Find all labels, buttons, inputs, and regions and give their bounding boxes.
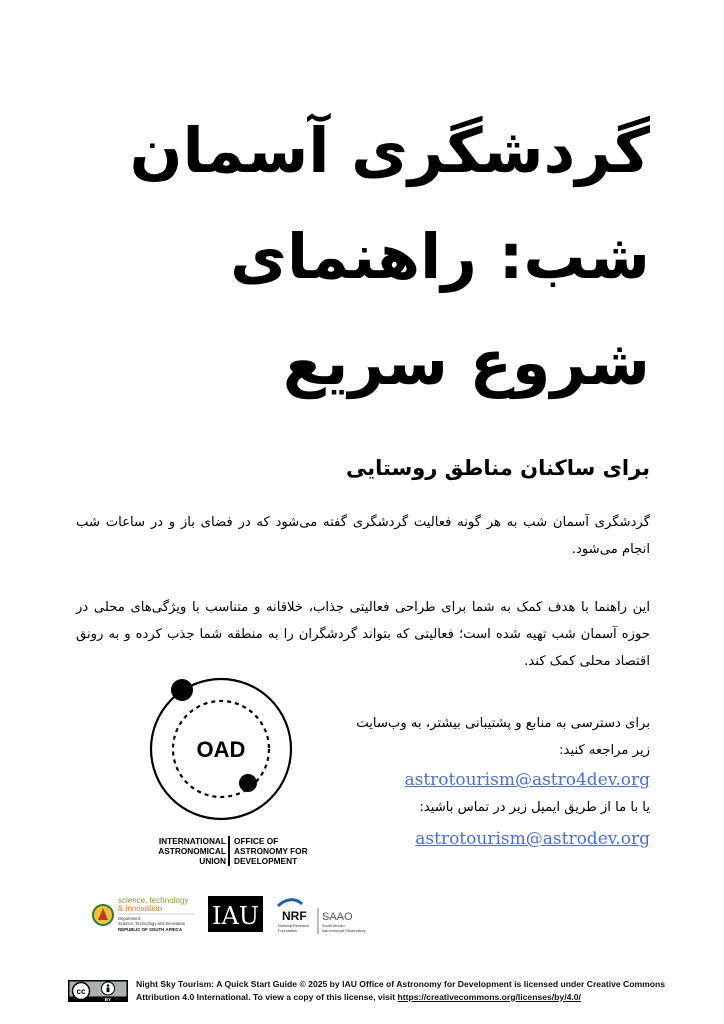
oad-logo-caption — [136, 836, 336, 876]
svg-text:Science, Technology and Innova: Science, Technology and Innovation — [118, 921, 185, 926]
oad-logo-icon — [146, 674, 296, 824]
cc-by-badge[interactable] — [68, 980, 128, 1002]
svg-text:& innovation: & innovation — [118, 904, 163, 913]
planet-icon — [171, 679, 193, 701]
contact-intro: برای دسترسی به منابع و پشتیبانی بیشتر، به وب‌سایت زیر مراجعه کنید: — [356, 716, 650, 758]
iau-name: INTERNATIONAL ASTRONOMICAL UNION — [158, 836, 226, 866]
title-line-3: شروع سریع — [282, 326, 650, 399]
svg-text:BY: BY — [104, 997, 112, 1002]
caption-divider — [228, 836, 230, 866]
svg-text:South African: South African — [322, 924, 345, 928]
svg-text:Foundation: Foundation — [278, 929, 297, 933]
license-link[interactable]: https://creativecommons.org/licenses/by/4.0/ — [397, 991, 581, 1002]
svg-text:IAU: IAU — [211, 902, 260, 930]
oad-mark: OAD — [196, 737, 246, 762]
contact-section — [350, 710, 650, 853]
license-footer — [68, 978, 668, 1008]
svg-text:REPUBLIC OF SOUTH AFRICA: REPUBLIC OF SOUTH AFRICA — [118, 927, 182, 932]
website-link[interactable]: astrotourism@astro4dev.org — [404, 770, 650, 790]
partner-logos — [0, 894, 724, 938]
page-title — [50, 98, 650, 416]
email-link[interactable]: astrotourism@astrodev.org — [415, 829, 650, 849]
subtitle: برای ساکنان مناطق روستایی — [345, 456, 650, 480]
svg-text:cc: cc — [76, 987, 86, 996]
intro-paragraph: گردشگری آسمان شب به هر گونه فعالیت گردشگری گفته می‌شود که در فضای باز و در ساعات شب انجام می‌شود. — [76, 515, 650, 557]
title-line-1: گردشگری آسمان — [129, 114, 650, 187]
svg-text:NRF: NRF — [282, 909, 307, 923]
svg-text:National Research: National Research — [278, 924, 310, 928]
purpose-paragraph: این راهنما با هدف کمک به شما برای طراحی فعالیتی جذاب، خلاقانه و متناسب با ویژگی‌های محلی در حوزه آسمان شب تهیه شده است؛ فعالیتی که بتواند گردشگران را به منطقه شما جذب کرده و به رونق اقتصاد محلی کمک کند. — [76, 600, 650, 669]
nrf-saao-logo — [276, 894, 366, 936]
svg-text:Department:: Department: — [118, 916, 142, 921]
svg-text:Astronomical Observatory: Astronomical Observatory — [322, 929, 366, 933]
sa-dsti-logo — [90, 894, 196, 934]
svg-text:science, technology: science, technology — [118, 896, 189, 905]
svg-text:SAAO: SAAO — [322, 911, 353, 923]
title-line-2: شب: راهنمای — [230, 220, 650, 293]
oad-name: OFFICE OF ASTRONOMY FOR DEVELOPMENT — [234, 836, 308, 866]
email-intro: یا با ما از طریق ایمیل زیر در تماس باشید: — [419, 800, 650, 815]
iau-logo — [208, 894, 264, 934]
moon-icon — [239, 774, 257, 792]
nrf-swoosh-icon — [278, 900, 302, 906]
license-text: Night Sky Tourism: A Quick Start Guide © 2025 by IAU Office of Astronomy for Development is licensed under Creative Commons Attribution 4.0 International. To view a copy of this license, visit https://creativecommons.org/licenses/by/4.0/ — [136, 979, 666, 1002]
